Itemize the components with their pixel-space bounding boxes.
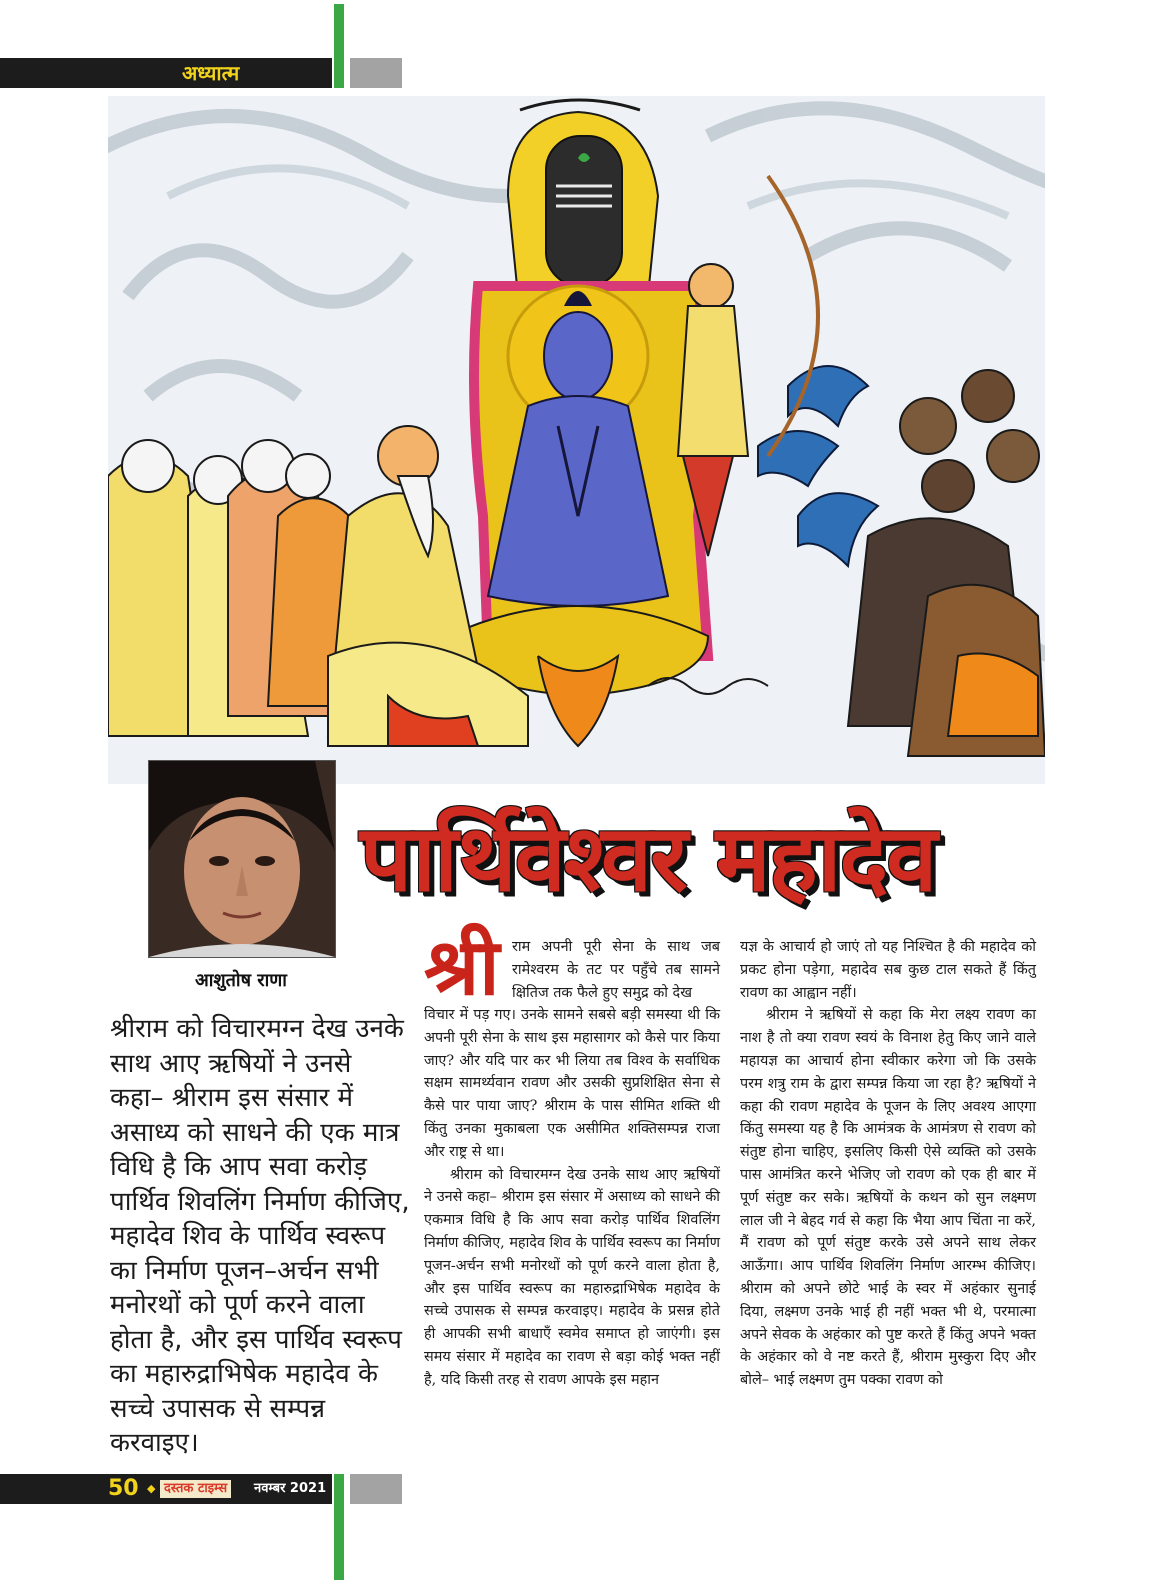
author-photo — [148, 760, 336, 958]
paragraph: श्रीराम को विचारमग्न देख उनके साथ आए ऋषियों ने उनसे कहा– श्रीराम इस संसार में असाध्य को साधने की एकमात्र विधि है कि आप सवा करोड़ पार्थिव शिवलिंग निर्माण कीजिए, महादेव शिव के पार्थिव स्वरूप का निर्माण पूजन-अर्चन सभी मनोरथों को पूर्ण करने वाला होता है, और इस पार्थिव स्वरूप का महारुद्राभिषेक महादेव के सच्चे उपासक से सम्पन्न करवाइए। महादेव के प्रसन्न होते ही आपकी सभी बाधाएँ स्वमेव समाप्त हो जाएंगी। इस समय संसार में महादेव का रावण से बड़ा कोई भक्त नहीं है, यदि किसी तरह से रावण आपके इस महान — [424, 1166, 720, 1388]
page-number: 50 — [108, 1476, 139, 1501]
diamond-icon: ◆ — [147, 1482, 156, 1495]
drop-cap-text: राम अपनी पूरी सेना के साथ जब रामेश्वरम के तट पर पहुँचे तब सामने क्षितिज तक फैले हुए समुद्र को देख — [512, 939, 720, 1001]
pull-quote: श्रीराम को विचारमग्न देख उनके साथ आए ऋषियों ने उनसे कहा– श्रीराम इस संसार में असाध्य को साधने की एक मात्र विधि है कि आप सवा करोड़ पार्थिव शिवलिंग निर्माण कीजिए, महादेव शिव के पार्थिव स्वरूप का निर्माण पूजन–अर्चन सभी मनोरथों को पूर्ण करने वाला होता है, और इस पार्थिव स्वरूप का महारुद्राभिषेक महादेव के सच्चे उपासक से सम्पन्न करवाइए। — [110, 1014, 410, 1458]
author-name: आशुतोष राणा — [195, 970, 287, 991]
footer-gray-block — [350, 1474, 402, 1504]
header-gray-block — [350, 58, 402, 88]
illustration — [108, 96, 1045, 784]
section-label: अध्यात्म — [182, 61, 240, 85]
body-column-1 — [424, 923, 720, 1392]
body-column-2 — [740, 936, 1036, 1392]
green-rule — [334, 4, 344, 88]
magazine-logo: दस्तक टाइम्स — [160, 1480, 231, 1498]
dropcap-block — [424, 923, 720, 1013]
header-bar — [0, 58, 332, 88]
paragraph: श्रीराम ने ऋषियों से कहा कि मेरा लक्ष्य रावण का नाश है तो क्या रावण स्वयं के विनाश हेतु किए जाने वाले महायज्ञ का आचार्य होना स्वीकार करेगा जो कि उसके परम शत्रु राम के द्वारा सम्पन्न किया जा रहा है? ऋषियों ने कहा की रावण महादेव के पूजन के लिए अवश्य आएगा किंतु समस्या यह है कि आमंत्रक के आमंत्रण से रावण को संतुष्ट होना चाहिए, इसलिए किसी ऐसे व्यक्ति को उसके पास आमंत्रित करने भेजिए जो रावण को एक ही बार में पूर्ण संतुष्ट कर सके। ऋषियों के कथन को सुन लक्ष्मण लाल जी ने बेहद गर्व से कहा कि भैया आप चिंता ना करें, मैं रावण को पूर्ण संतुष्ट करके उसे अपने साथ लेकर आऊँगा। आप पार्थिव शिवलिंग निर्माण आरम्भ कीजिए। श्रीराम को अपने छोटे भाई के स्वर में अहंकार सुनाई दिया, लक्ष्मण उनके भाई ही नहीं भक्त भी थे, परमात्मा अपने सेवक के अहंकार को पुष्ट करते हैं किंतु अपने भक्त के अहंकार को वे नष्ट करते हैं, श्रीराम मुस्कुरा दिए और बोले– भाई लक्ष्मण तुम पक्का रावण को — [740, 1007, 1036, 1389]
footer-green-rule — [334, 1474, 344, 1580]
article-title-wrap — [350, 800, 1050, 920]
paragraph: विचार में पड़ गए। उनके सामने सबसे बड़ी समस्या थी कि अपनी पूरी सेना के साथ इस महासागर को कैसे पार किया जाए? और यदि पार कर भी लिया तब विश्व के सर्वाधिक सक्षम सामर्थ्यवान रावण और उसकी सुप्रशिक्षित सेना से कैसे पार पाया जाए? श्रीराम के पास सीमित शक्ति थी किंतु उनका मुकाबला एक असीमित शक्तिसम्पन्न राजा और राष्ट्र से था। — [424, 1007, 720, 1160]
issue-date: नवम्बर 2021 — [254, 1481, 327, 1496]
paragraph: यज्ञ के आचार्य हो जाएं तो यह निश्चित है की महादेव को प्रकट होना पड़ेगा, महादेव सब कुछ टाल सकते हैं किंतु रावण का आह्वान नहीं। — [740, 939, 1036, 1001]
article-title: पार्थिवेश्वर महादेव — [360, 805, 936, 912]
drop-cap: श्री — [424, 923, 500, 1013]
